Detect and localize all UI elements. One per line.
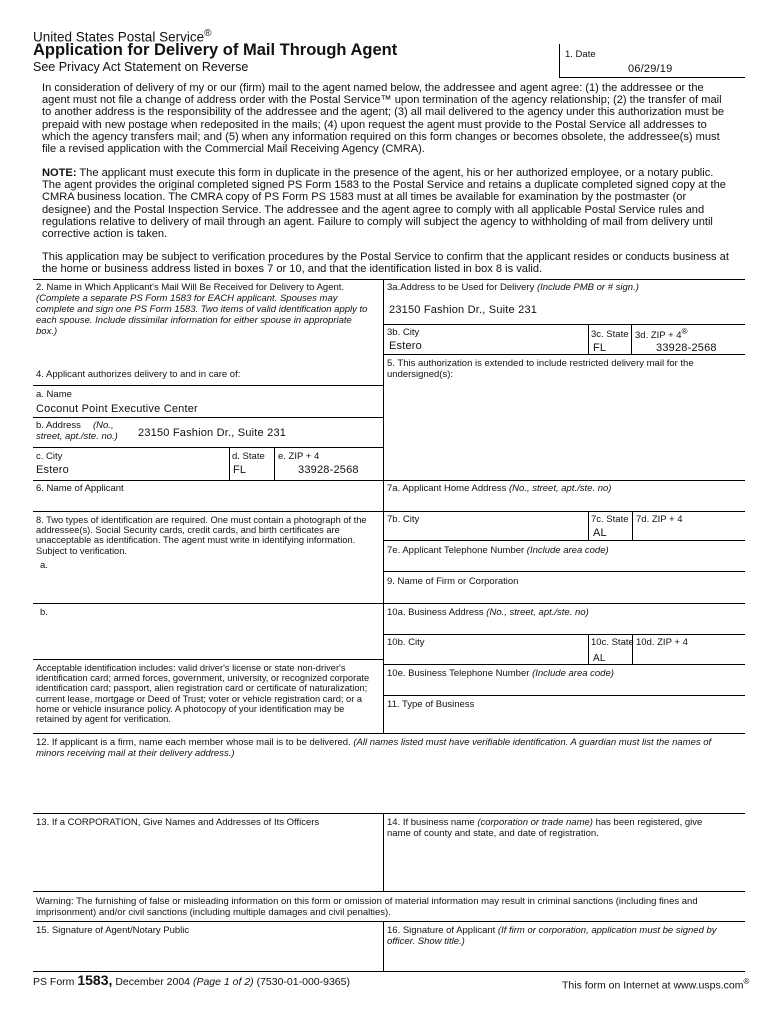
field-b-label: b. Address bbox=[36, 420, 81, 431]
field-7b-label: 7b. City bbox=[387, 514, 420, 525]
field-13-label: 13. If a CORPORATION, Give Names and Addresses of Its Officers bbox=[36, 817, 320, 828]
form-title: Application for Delivery of Mail Through Agent bbox=[33, 41, 398, 59]
field-16-label: 16. Signature of Applicant (If firm or corporation, application must be signed by officer. Show title.) bbox=[387, 925, 717, 947]
field-10e-label: 10e. Business Telephone Number (Include area code) bbox=[387, 668, 614, 679]
note-label: NOTE: bbox=[42, 167, 77, 179]
field-10c-label: 10c. State bbox=[591, 637, 634, 648]
registered-mark: ® bbox=[204, 28, 212, 39]
field-10a-label: 10a. Business Address (No., street, apt./ste. no) bbox=[387, 607, 589, 618]
field-6-label: 6. Name of Applicant bbox=[36, 483, 124, 494]
field-10b-label: 10b. City bbox=[387, 637, 425, 648]
field-2-note: (Complete a separate PS Form 1583 for EACH applicant. Spouses may complete and sign one PS Form 1583. Two items of valid identification apply to each spouse. Include dissimilar information for either spouse in appropriate box.) bbox=[36, 293, 368, 337]
field-4-label: 4. Applicant authorizes delivery to and in care of: bbox=[36, 369, 241, 380]
field-2-label: 2. Name in Which Applicant's Mail Will Be Received for Delivery to Agent. bbox=[36, 282, 345, 293]
field-15-label: 15. Signature of Agent/Notary Public bbox=[36, 925, 190, 936]
field-9-label: 9. Name of Firm or Corporation bbox=[387, 576, 519, 587]
field-a-label: a. Name bbox=[36, 389, 72, 400]
field-7d-label: 7d. ZIP + 4 bbox=[636, 514, 683, 525]
form-footer-id: PS Form 1583, December 2004 (Page 1 of 2) (7530-01-000-9365) bbox=[33, 972, 350, 988]
field-14-label: 14. If business name (corporation or trade name) has been registered, give name of county and state, and date of registration. bbox=[387, 817, 703, 839]
field-7e-label: 7e. Applicant Telephone Number (Include area code) bbox=[387, 545, 609, 556]
field-5-label: 5. This authorization is extended to include restricted delivery mail for the undersigned(s): bbox=[387, 358, 694, 380]
date-field[interactable]: 06/29/19 bbox=[628, 63, 673, 75]
field-b-note: (No., street, apt./ste. no.) bbox=[36, 420, 118, 442]
agency-name: United States Postal Service® bbox=[33, 28, 212, 45]
field-a-name[interactable]: Coconut Point Executive Center bbox=[36, 403, 198, 415]
warning-text: Warning: The furnishing of false or misleading information on this form or omission of material information may result in criminal sanctions (including fines and imprisonment) and/or civil sanctions (including multiple damages and civil penalties). bbox=[36, 896, 698, 918]
field-3c-state[interactable]: FL bbox=[593, 342, 607, 354]
verification-paragraph: This application may be subject to verification procedures by the Postal Service to confirm that the applicant resides or conducts business at the home or business address listed in boxes 7 or 10, and that the identification listed in box 8 is valid. bbox=[42, 251, 729, 276]
field-c-label: c. City bbox=[36, 451, 63, 462]
field-10d-label: 10d. ZIP + 4 bbox=[636, 637, 688, 648]
field-c-city[interactable]: Estero bbox=[36, 464, 69, 476]
form-subtitle: See Privacy Act Statement on Reverse bbox=[33, 60, 249, 74]
field-10c-state[interactable]: AL bbox=[593, 653, 606, 664]
note-paragraph bbox=[42, 167, 732, 240]
field-3b-city[interactable]: Estero bbox=[389, 340, 422, 352]
field-d-label: d. State bbox=[232, 451, 265, 462]
identification-note: Acceptable identification includes: valid driver's license or state non-driver's identification card; armed forces, government, university, or recognized corporate identification card; passport, alien registration card or certificate of naturalization; current lease, mortgage or Deed of Trust; voter or vehicle registration card; or a home or vehicle insurance policy. A photocopy of your identification may be retained by agent for verification. bbox=[36, 663, 370, 725]
field-8a-label: a. bbox=[40, 560, 48, 571]
field-e-zip[interactable]: 33928-2568 bbox=[298, 464, 359, 476]
field-3c-label: 3c. State bbox=[591, 329, 629, 340]
field-d-state[interactable]: FL bbox=[233, 464, 247, 476]
field-3a-label: 3a.Address to be Used for Delivery (Include PMB or # sign.) bbox=[387, 282, 639, 293]
field-7c-label: 7c. State bbox=[591, 514, 629, 525]
internet-note: This form on Internet at www.usps.com® bbox=[562, 977, 750, 992]
agreement-paragraph: In consideration of delivery of my or our (firm) mail to the agent named below, the addressee and agent agree: (1) the addressee or the agent must not file a change of address order with the Postal Service™ upon termination of the agency relationship; (2) the transfer of mail to another address is the responsibility of the addressee and the agent; (3) all mail delivered to the agency under this authorization must be prepaid with new postage when redeposited in the mails; (4) upon request the agent must provide to the Postal Service all addresses to which the agency transfers mail; and (5) when any information required on this form changes or becomes obsolete, the addressee(s) must file a revised application with the Commercial Mail Receiving Agency (CMRA). bbox=[42, 82, 725, 156]
registered-mark: ® bbox=[681, 327, 688, 336]
field-3d-label: 3d. ZIP + 4® bbox=[635, 327, 688, 342]
field-8-label: 8. Two types of identification are required. One must contain a photograph of the addressee(s). Social Security cards, credit cards, and birth certificates are unacceptable as identification. The agent must write in identifying information. Subject to verification. bbox=[36, 515, 367, 556]
date-label: 1. Date bbox=[565, 49, 596, 60]
field-3b-label: 3b. City bbox=[387, 327, 420, 338]
field-7c-state[interactable]: AL bbox=[593, 527, 607, 539]
field-11-label: 11. Type of Business bbox=[387, 699, 475, 710]
note-text: The applicant must execute this form in duplicate in the presence of the agent, his or her authorized employee, or a notary public. The agent provides the original completed signed PS Form 1583 to the Postal Service and retains a duplicate completed signed copy at the CMRA business location. The CMRA copy of PS Form PS 1583 must at all times be available for examination by the postmaster (or designee) and the Postal Inspection Service. The addressee and the agent agree to comply with all applicable Postal Service rules and regulations relative to delivery of mail through an agent. Failure to comply will subject the agency to withholding of mail from delivery until corrective action is taken. bbox=[42, 167, 726, 241]
field-8b-label: b. bbox=[40, 607, 48, 618]
field-e-label: e. ZIP + 4 bbox=[278, 451, 320, 462]
field-3d-zip[interactable]: 33928-2568 bbox=[656, 342, 717, 354]
field-12-label: 12. If applicant is a firm, name each member whose mail is to be delivered. (All names listed must have verifiable identification. A guardian must list the names of minors receiving mail at their delivery address.) bbox=[36, 737, 712, 759]
registered-mark: ® bbox=[743, 977, 750, 986]
field-3a-address[interactable]: 23150 Fashion Dr., Suite 231 bbox=[389, 304, 538, 316]
field-7a-label: 7a. Applicant Home Address (No., street, apt./ste. no) bbox=[387, 483, 612, 494]
field-b-address[interactable]: 23150 Fashion Dr., Suite 231 bbox=[138, 427, 287, 439]
